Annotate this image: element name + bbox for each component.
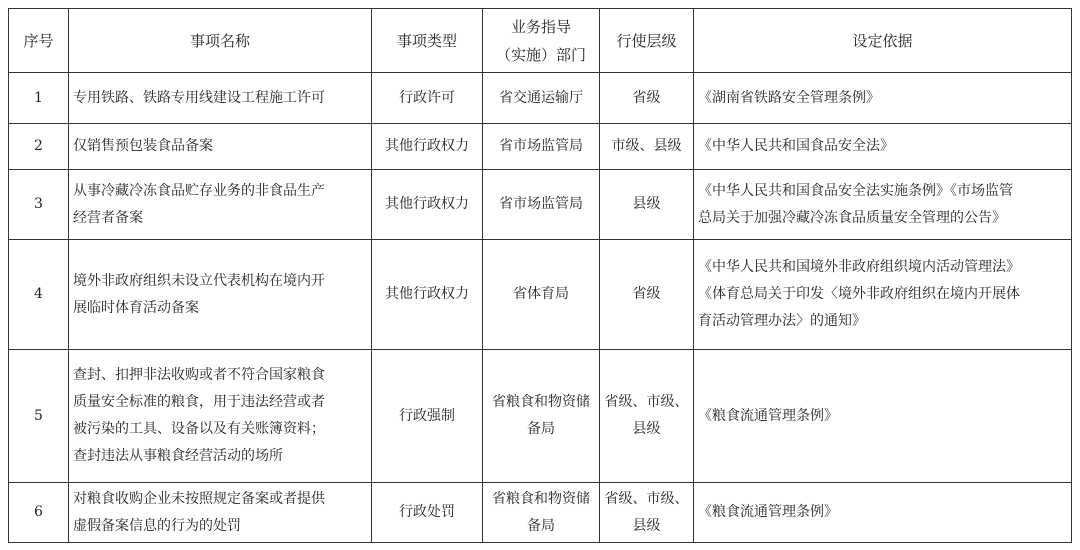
table-container	[8, 8, 1072, 543]
cell-level	[600, 350, 694, 483]
header-seq: 序号	[9, 9, 69, 73]
cell-name-line: 虚假备案信息的行为的处罚	[73, 517, 241, 534]
cell-name	[69, 350, 372, 483]
cell-name-line: 从事冷藏冷冻食品贮存业务的非食品生产	[73, 182, 325, 199]
header-dept	[483, 9, 600, 73]
table-row	[9, 350, 1072, 483]
cell-level-line: 省级	[632, 286, 661, 302]
table-row	[9, 170, 1072, 240]
cell-level-line: 县级	[632, 517, 661, 534]
cell-level	[600, 73, 694, 124]
cell-basis-line: 总局关于加强冷藏冷冻食品质量安全管理的公告》	[698, 209, 1006, 226]
cell-name-line: 质量安全标准的粮食，用于违法经营或者	[73, 394, 325, 410]
cell-basis-line: 《中华人民共和国食品安全法》	[698, 138, 894, 154]
cell-name-line: 专用铁路、铁路专用线建设工程施工许可	[73, 89, 325, 106]
cell-basis-line: 《湖南省铁路安全管理条例》	[698, 89, 880, 106]
cell-name-line: 查封、扣押非法收购或者不符合国家粮食	[73, 367, 325, 383]
cell-level	[600, 170, 694, 240]
cell-name-line: 被污染的工具、设备以及有关账簿资料；	[73, 421, 325, 437]
cell-seq: 3	[9, 170, 69, 240]
cell-name-line: 经营者备案	[73, 209, 143, 226]
table-row	[9, 124, 1072, 170]
cell-dept	[483, 240, 600, 350]
cell-seq: 1	[9, 73, 69, 124]
cell-type: 其他行政权力	[372, 170, 483, 240]
cell-name	[69, 73, 372, 124]
cell-seq: 2	[9, 124, 69, 170]
header-level: 行使层级	[600, 9, 694, 73]
cell-basis-line: 《粮食流通管理条例》	[698, 407, 838, 424]
cell-seq: 5	[9, 350, 69, 483]
cell-name-line: 查封违法从事粮食经营活动的场所	[73, 448, 283, 464]
cell-dept	[483, 483, 600, 543]
cell-seq: 4	[9, 240, 69, 350]
cell-dept-line: 省市场监管局	[499, 196, 583, 212]
cell-basis	[694, 170, 1072, 240]
cell-name	[69, 483, 372, 543]
cell-basis-line: 《粮食流通管理条例》	[698, 504, 838, 520]
cell-level	[600, 483, 694, 543]
cell-name	[69, 240, 372, 350]
cell-seq: 6	[9, 483, 69, 543]
cell-level-line: 省级	[632, 89, 661, 106]
header-type: 事项类型	[372, 9, 483, 73]
cell-basis	[694, 124, 1072, 170]
cell-level-line: 省级、市级、	[604, 490, 689, 507]
matters-table	[8, 8, 1072, 543]
cell-dept-line: 省粮食和物资储	[492, 490, 590, 507]
cell-dept	[483, 73, 600, 124]
cell-level-line: 县级	[632, 421, 661, 437]
cell-dept-line: 省粮食和物资储	[492, 394, 590, 410]
cell-name-line: 仅销售预包装食品备案	[73, 138, 213, 154]
header-dept-line-2: （实施）部门	[495, 45, 586, 64]
table-row	[9, 73, 1072, 124]
cell-level	[600, 124, 694, 170]
cell-type: 行政强制	[372, 350, 483, 483]
cell-type: 其他行政权力	[372, 124, 483, 170]
cell-basis-line: 《中华人民共和国境外非政府组织境内活动管理法》	[698, 259, 1020, 275]
cell-basis-line: 《体育总局关于印发〈境外非政府组织在境内开展体	[698, 286, 1020, 302]
cell-basis-line: 《中华人民共和国食品安全法实施条例》《市场监管	[698, 182, 1013, 199]
cell-dept-line: 省市场监管局	[499, 138, 583, 154]
cell-dept	[483, 350, 600, 483]
cell-type: 其他行政权力	[372, 240, 483, 350]
cell-basis	[694, 483, 1072, 543]
table-row	[9, 240, 1072, 350]
header-basis: 设定依据	[694, 9, 1072, 73]
cell-dept-line: 备局	[527, 421, 555, 437]
cell-level-line: 省级、市级、	[604, 394, 689, 410]
cell-type: 行政许可	[372, 73, 483, 124]
cell-basis	[694, 350, 1072, 483]
cell-level-line: 县级	[632, 196, 661, 212]
cell-dept-line: 省交通运输厅	[499, 89, 583, 106]
cell-name	[69, 124, 372, 170]
cell-dept	[483, 170, 600, 240]
cell-dept-line: 备局	[527, 517, 555, 534]
cell-basis-line: 育活动管理办法〉的通知》	[698, 313, 866, 329]
cell-dept-line: 省体育局	[513, 286, 569, 302]
cell-name-line: 对粮食收购企业未按照规定备案或者提供	[73, 490, 325, 507]
cell-basis	[694, 73, 1072, 124]
header-row	[9, 9, 1072, 73]
cell-name-line: 展临时体育活动备案	[73, 299, 199, 316]
cell-type: 行政处罚	[372, 483, 483, 543]
table-row	[9, 483, 1072, 543]
cell-name	[69, 170, 372, 240]
cell-dept	[483, 124, 600, 170]
cell-level-line: 市级、县级	[611, 138, 682, 154]
cell-name-line: 境外非政府组织未设立代表机构在境内开	[73, 272, 325, 289]
header-dept-line-1: 业务指导	[510, 17, 571, 36]
cell-level	[600, 240, 694, 350]
cell-basis	[694, 240, 1072, 350]
header-name: 事项名称	[69, 9, 372, 73]
